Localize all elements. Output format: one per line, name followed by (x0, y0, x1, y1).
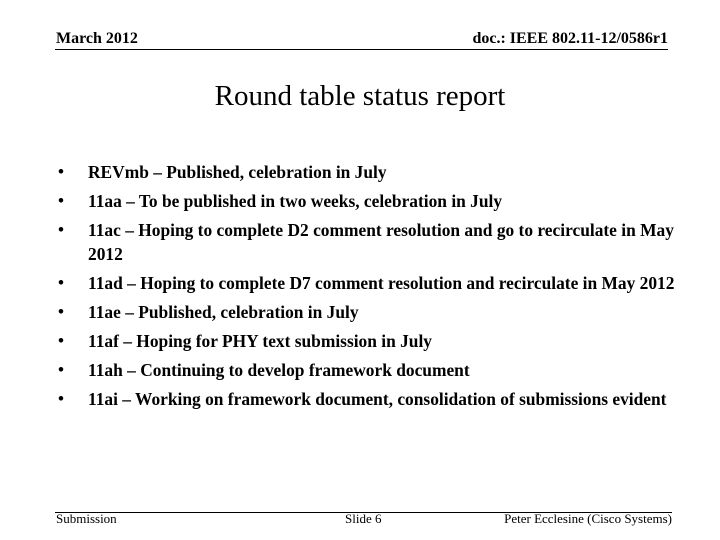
footer-author: Peter Ecclesine (Cisco Systems) (504, 511, 672, 526)
bullet-dot-icon: • (58, 302, 64, 321)
bullet-text: 11aa – To be published in two weeks, celebration in July (88, 191, 503, 211)
bullet-dot-icon: • (58, 220, 64, 239)
header-doc-id: doc.: IEEE 802.11-12/0586r1 (472, 30, 668, 47)
bullet-list (58, 160, 678, 416)
footer-slide-number: Slide 6 (345, 511, 382, 526)
bullet-item (58, 218, 678, 266)
bullet-dot-icon: • (58, 273, 64, 292)
bullet-text: 11af – Hoping for PHY text submission in July (88, 331, 432, 351)
bullet-item (58, 358, 678, 382)
bullet-dot-icon: • (58, 360, 64, 379)
bullet-item (58, 160, 678, 184)
bullet-item (58, 271, 678, 295)
bullet-dot-icon: • (58, 331, 64, 350)
bullet-item (58, 189, 678, 213)
bullet-dot-icon: • (58, 162, 64, 181)
footer-submission: Submission (56, 511, 117, 526)
bullet-text: 11ac – Hoping to complete D2 comment resolution and go to recirculate in May 2012 (88, 220, 674, 264)
header-divider (55, 49, 668, 50)
bullet-item (58, 387, 678, 411)
bullet-text: 11ah – Continuing to develop framework document (88, 360, 470, 380)
bullet-item (58, 329, 678, 353)
bullet-text: REVmb – Published, celebration in July (88, 162, 387, 182)
bullet-text: 11ai – Working on framework document, consolidation of submissions evident (88, 389, 667, 409)
bullet-dot-icon: • (58, 389, 64, 408)
bullet-text: 11ad – Hoping to complete D7 comment resolution and recirculate in May 2012 (88, 273, 675, 293)
header-date: March 2012 (56, 30, 138, 47)
bullet-item (58, 300, 678, 324)
bullet-dot-icon: • (58, 191, 64, 210)
slide-title: Round table status report (214, 80, 506, 112)
bullet-text: 11ae – Published, celebration in July (88, 302, 359, 322)
